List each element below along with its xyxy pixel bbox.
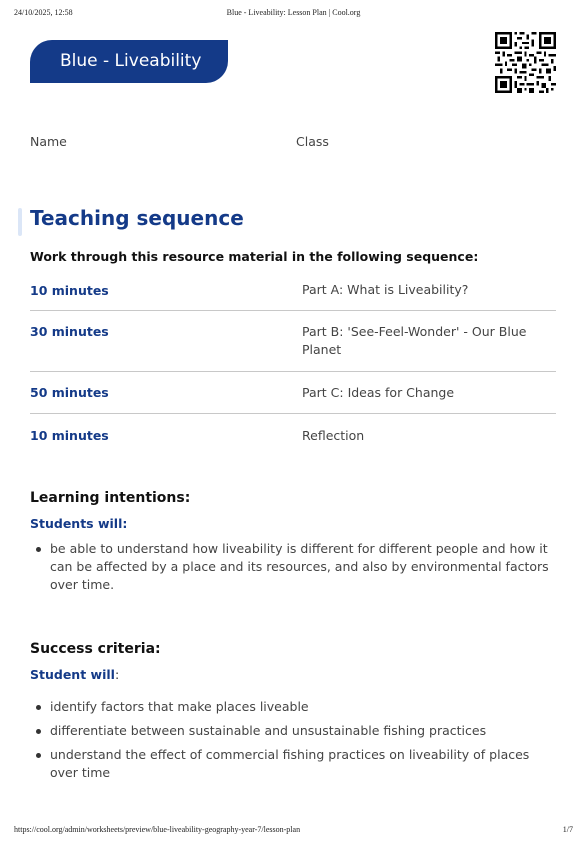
success-criteria-list xyxy=(30,698,556,788)
print-page-title: Blue - Liveability: Lesson Plan | Cool.org xyxy=(226,8,361,17)
success-criteria-subheading xyxy=(30,667,119,682)
sequence-part: Part B: 'See-Feel-Wonder' - Our Blue Planet xyxy=(302,324,527,357)
sequence-time: 50 minutes xyxy=(30,385,109,400)
sequence-row xyxy=(30,311,556,372)
list-item: identify factors that make places liveable xyxy=(30,698,556,716)
sequence-time: 30 minutes xyxy=(30,324,109,339)
sequence-part: Part A: What is Liveability? xyxy=(302,282,469,297)
sequence-intro: Work through this resource material in the following sequence: xyxy=(30,249,479,264)
class-field-label: Class xyxy=(296,134,329,149)
sequence-row xyxy=(30,372,556,414)
sequence-part: Reflection xyxy=(302,428,365,443)
learning-intentions-heading: Learning intentions: xyxy=(30,490,191,506)
sequence-table xyxy=(30,272,556,448)
section-accent-bar xyxy=(18,208,22,236)
learning-intentions-subheading: Students will: xyxy=(30,516,128,531)
sequence-time: 10 minutes xyxy=(30,283,109,298)
learning-intentions-list xyxy=(30,540,556,600)
sequence-row xyxy=(30,414,556,448)
success-criteria-heading: Success criteria: xyxy=(30,641,161,657)
lesson-title-badge: Blue - Liveability xyxy=(30,40,228,83)
print-date: 24/10/2025, 12:58 xyxy=(14,8,73,17)
list-item: differentiate between sustainable and unsustainable fishing practices xyxy=(30,722,556,740)
subheading-colon: : xyxy=(114,667,120,682)
list-item: be able to understand how liveability is different for different people and how it can be affected by a place and its resources, and also by environmental factors over time. xyxy=(30,540,556,594)
qr-code-icon xyxy=(495,32,556,93)
list-item: understand the effect of commercial fishing practices on liveability of places over time xyxy=(30,746,556,782)
print-url: https://cool.org/admin/worksheets/preview/blue-liveability-geography-year-7/lesson-plan xyxy=(14,825,301,834)
success-criteria-subheading-text: Student will xyxy=(30,667,115,682)
sequence-time: 10 minutes xyxy=(30,428,109,443)
page-number: 1/7 xyxy=(562,825,573,834)
sequence-part: Part C: Ideas for Change xyxy=(302,385,455,400)
name-field-label: Name xyxy=(30,134,67,149)
sequence-row xyxy=(30,272,556,311)
teaching-sequence-heading: Teaching sequence xyxy=(30,206,244,230)
